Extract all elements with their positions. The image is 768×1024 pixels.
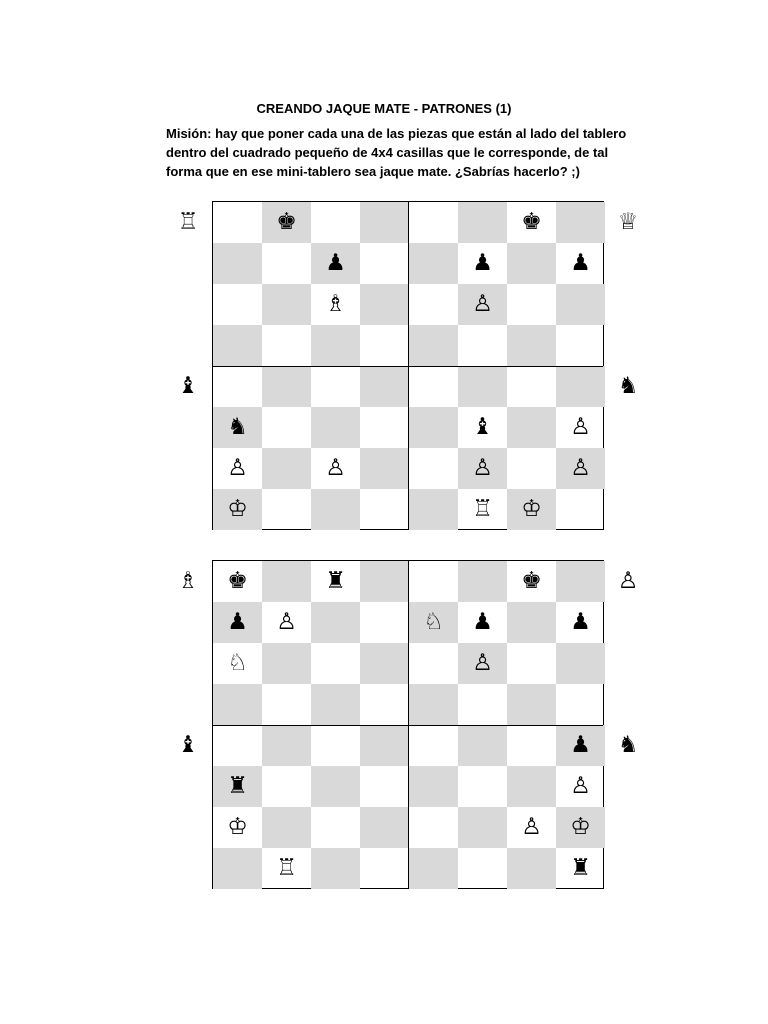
black-rook-icon: ♜	[570, 855, 591, 881]
board-square	[262, 725, 311, 766]
board-square	[409, 602, 458, 643]
black-rook-icon: ♜	[325, 568, 346, 594]
board-square	[311, 602, 360, 643]
board-square	[360, 725, 409, 766]
board-square	[507, 766, 556, 807]
white-rook-icon: ♖	[276, 855, 297, 881]
board-square	[556, 407, 605, 448]
board-square	[213, 766, 262, 807]
side-white-pawn-icon: ♙	[617, 567, 639, 594]
board-square	[507, 602, 556, 643]
board-square	[262, 643, 311, 684]
board-square	[213, 325, 262, 366]
board-square	[556, 848, 605, 889]
board-square	[458, 807, 507, 848]
board-square	[458, 561, 507, 602]
white-pawn-icon: ♙	[472, 291, 493, 317]
black-bishop-icon: ♝	[472, 414, 493, 440]
chess-board-2	[212, 560, 604, 889]
white-pawn-icon: ♙	[227, 455, 248, 481]
chess-board-1	[212, 201, 604, 530]
black-king-icon: ♚	[521, 209, 542, 235]
side-black-knight-icon: ♞	[617, 731, 639, 758]
black-king-icon: ♚	[521, 568, 542, 594]
board-square	[311, 848, 360, 889]
black-pawn-icon: ♟	[325, 250, 346, 276]
black-pawn-icon: ♟	[570, 609, 591, 635]
board-square	[556, 489, 605, 530]
black-pawn-icon: ♟	[570, 250, 591, 276]
board-square	[311, 243, 360, 284]
board-square	[458, 766, 507, 807]
board-square	[262, 489, 311, 530]
board-square	[262, 807, 311, 848]
board-square	[556, 284, 605, 325]
board-square	[458, 602, 507, 643]
white-pawn-icon: ♙	[276, 609, 297, 635]
board-square	[556, 766, 605, 807]
black-king-icon: ♚	[227, 568, 248, 594]
board-square	[507, 561, 556, 602]
board-square	[311, 489, 360, 530]
white-pawn-icon: ♙	[570, 773, 591, 799]
board-square	[311, 202, 360, 243]
board-square	[311, 766, 360, 807]
board-square	[360, 448, 409, 489]
board-square	[507, 448, 556, 489]
board-square	[409, 807, 458, 848]
board-square	[360, 284, 409, 325]
board-square	[262, 202, 311, 243]
board-square	[556, 725, 605, 766]
white-pawn-icon: ♙	[472, 650, 493, 676]
board-square	[262, 561, 311, 602]
black-pawn-icon: ♟	[570, 732, 591, 758]
board-square	[360, 407, 409, 448]
board-square	[409, 643, 458, 684]
board-square	[556, 448, 605, 489]
white-pawn-icon: ♙	[521, 814, 542, 840]
board-square	[507, 407, 556, 448]
board-square	[262, 366, 311, 407]
board-square	[507, 489, 556, 530]
board-square	[507, 725, 556, 766]
board-square	[262, 325, 311, 366]
side-white-queen-icon: ♕	[617, 208, 639, 235]
white-knight-icon: ♘	[227, 650, 248, 676]
board-square	[409, 407, 458, 448]
board-square	[409, 766, 458, 807]
board-square	[360, 602, 409, 643]
board-square	[458, 448, 507, 489]
page-title: CREANDO JAQUE MATE - PATRONES (1)	[256, 101, 512, 116]
board-square	[311, 725, 360, 766]
board-square	[360, 684, 409, 725]
board-square	[556, 325, 605, 366]
board-square	[360, 807, 409, 848]
board-square	[409, 243, 458, 284]
board-square	[556, 684, 605, 725]
board-square	[311, 407, 360, 448]
board-square	[556, 561, 605, 602]
side-black-bishop-icon: ♝	[177, 372, 199, 399]
board-square	[409, 561, 458, 602]
board-square	[262, 284, 311, 325]
board-square	[262, 602, 311, 643]
board-square	[360, 243, 409, 284]
board-square	[360, 366, 409, 407]
board-square	[409, 284, 458, 325]
board-square	[262, 766, 311, 807]
board-square	[409, 489, 458, 530]
board-square	[213, 725, 262, 766]
board-square	[458, 202, 507, 243]
board-square	[556, 202, 605, 243]
board-square	[213, 448, 262, 489]
board-square	[507, 684, 556, 725]
board-square	[409, 448, 458, 489]
board-square	[213, 643, 262, 684]
board-square	[507, 643, 556, 684]
board-square	[360, 848, 409, 889]
board-square	[213, 366, 262, 407]
board-square	[213, 284, 262, 325]
board-square	[507, 366, 556, 407]
black-rook-icon: ♜	[227, 773, 248, 799]
board-square	[262, 407, 311, 448]
board-square	[360, 766, 409, 807]
board-square	[507, 325, 556, 366]
white-king-icon: ♔	[521, 496, 542, 522]
board-square	[458, 284, 507, 325]
board-square	[213, 489, 262, 530]
board-square	[409, 725, 458, 766]
board-square	[409, 848, 458, 889]
black-pawn-icon: ♟	[472, 609, 493, 635]
board-square	[458, 243, 507, 284]
white-knight-icon: ♘	[423, 609, 444, 635]
board-square	[458, 684, 507, 725]
board-square	[507, 202, 556, 243]
board-square	[213, 243, 262, 284]
board-square	[458, 489, 507, 530]
board-square	[311, 561, 360, 602]
board-square	[360, 325, 409, 366]
board-square	[213, 407, 262, 448]
board-square	[458, 643, 507, 684]
board-square	[360, 202, 409, 243]
board-square	[409, 366, 458, 407]
board-square	[213, 561, 262, 602]
quadrant-divider-horizontal	[213, 725, 603, 726]
white-pawn-icon: ♙	[325, 455, 346, 481]
board-square	[409, 684, 458, 725]
board-square	[360, 561, 409, 602]
board-square	[213, 602, 262, 643]
board-square	[556, 643, 605, 684]
board-square	[311, 366, 360, 407]
board-square	[458, 848, 507, 889]
board-square	[409, 325, 458, 366]
side-white-bishop-icon: ♗	[177, 567, 199, 594]
white-pawn-icon: ♙	[570, 414, 591, 440]
board-square	[262, 448, 311, 489]
board-square	[311, 684, 360, 725]
white-pawn-icon: ♙	[570, 455, 591, 481]
white-king-icon: ♔	[227, 496, 248, 522]
board-square	[507, 807, 556, 848]
side-black-knight-icon: ♞	[617, 372, 639, 399]
board-square	[262, 243, 311, 284]
board-square	[458, 366, 507, 407]
board-square	[458, 325, 507, 366]
board-square	[409, 202, 458, 243]
board-square	[507, 243, 556, 284]
board-square	[458, 407, 507, 448]
black-pawn-icon: ♟	[472, 250, 493, 276]
board-square	[213, 807, 262, 848]
side-black-bishop-icon: ♝	[177, 731, 199, 758]
board-square	[311, 448, 360, 489]
black-knight-icon: ♞	[227, 414, 248, 440]
board-square	[360, 489, 409, 530]
white-bishop-icon: ♗	[325, 291, 346, 317]
mission-text: Misión: hay que poner cada una de las piezas que están al lado del tablero dentro del cuadrado pequeño de 4x4 casillas que le corresponde, de tal forma que en ese mini-tablero sea jaque mate. ¿Sabrías hacerlo? ;)	[166, 126, 627, 179]
board-square	[311, 325, 360, 366]
board-square	[262, 684, 311, 725]
board-square	[311, 643, 360, 684]
board-square	[213, 684, 262, 725]
board-square	[556, 602, 605, 643]
board-square	[458, 725, 507, 766]
white-king-icon: ♔	[570, 814, 591, 840]
board-square	[556, 243, 605, 284]
white-pawn-icon: ♙	[472, 455, 493, 481]
board-square	[213, 202, 262, 243]
white-king-icon: ♔	[227, 814, 248, 840]
board-square	[556, 807, 605, 848]
board-square	[213, 848, 262, 889]
white-rook-icon: ♖	[472, 496, 493, 522]
side-white-rook-icon: ♖	[177, 208, 199, 235]
board-square	[360, 643, 409, 684]
board-square	[262, 848, 311, 889]
board-square	[507, 284, 556, 325]
black-pawn-icon: ♟	[227, 609, 248, 635]
quadrant-divider-horizontal	[213, 366, 603, 367]
board-square	[556, 366, 605, 407]
black-king-icon: ♚	[276, 209, 297, 235]
board-square	[507, 848, 556, 889]
board-square	[311, 807, 360, 848]
board-square	[311, 284, 360, 325]
